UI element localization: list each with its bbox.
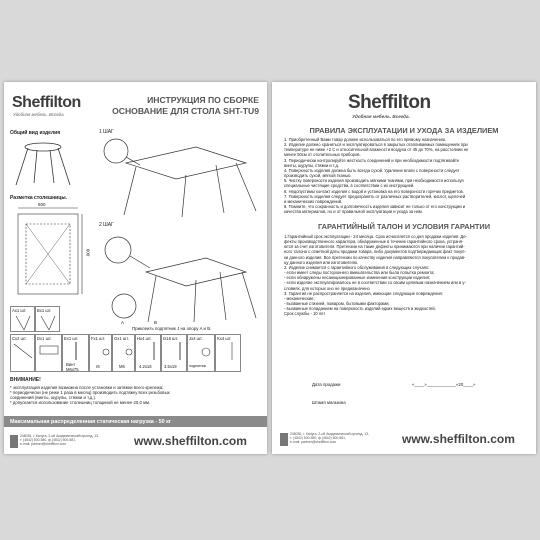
- part-h-value: 4.2x16: [139, 364, 152, 369]
- rule-line: 5. Чистку поверхности изделия производить мягкими тканями, при необходимости используя: [284, 178, 464, 184]
- step2-drawing: [96, 228, 261, 326]
- part-e-code: Ex1 шт.: [64, 336, 79, 341]
- part-i-code: Ix16 шт.: [163, 336, 179, 341]
- warranty-title: ГАРАНТИЙНЫЙ ТАЛОН И УСЛОВИЯ ГАРАНТИИ: [317, 222, 491, 231]
- sale-date-blank: «____»____________«20____»: [412, 382, 476, 387]
- brand-logo: Sheffilton: [348, 92, 431, 113]
- address-line-2: т. (4842) 500-580, ф.(4842) 500-581,: [290, 436, 346, 440]
- warranty-line: фекты производственного характера, обнаруженные в течение гарантийного срока, устраня-: [284, 239, 464, 245]
- instruction-title: ИНСТРУКЦИЯ ПО СБОРКЕ: [147, 95, 259, 105]
- address-marker: [280, 433, 288, 446]
- dim-width: 600: [38, 202, 46, 207]
- warranty-line: ки данного изделия. Все претензии по качеству изделия направляются покупателем к продав-: [284, 254, 466, 260]
- warning-3: соединений (винты, шурупы, стяжки и т.д.).: [10, 395, 97, 400]
- dim-height: 600: [85, 248, 91, 257]
- label-b: B: [154, 320, 158, 325]
- rule-line: производить сухой, мягкой тканью.: [284, 173, 352, 179]
- rule-line: 4. Поверхность изделия должна быть всегда сухой. Удаление влаги с поверхности следует: [284, 167, 460, 173]
- warranty-text: [284, 234, 524, 317]
- part-g-code: Gx1 шт.: [114, 336, 129, 341]
- warranty-line: 3. Гарантия не распространяется на изделия, имеющие следующие повреждения:: [284, 290, 443, 296]
- rule-line: винты, шурупы, стяжки и т.д.: [284, 162, 340, 168]
- attach-note: Приклеить подпятник J на опору A и B.: [132, 326, 212, 331]
- part-b-code: Bx1 шт.: [37, 308, 52, 313]
- rules-text: [284, 137, 524, 214]
- warranty-line: - механические;: [284, 295, 315, 301]
- general-view-drawing: [12, 137, 74, 187]
- address-line-3: e-mail: partner@sheffilton.com: [20, 442, 67, 446]
- brand-tagline: Удобная мебель. Всегда.: [13, 112, 65, 117]
- warning-4: * допускается использование столешниц толщиной не менее 20,0 мм.: [10, 400, 151, 405]
- brand-logo: Sheffilton: [12, 94, 81, 111]
- step1-drawing: [96, 135, 261, 220]
- rule-line: 6. Недопустимы контакт изделия с водой и установка на его поверхности горячих предметов.: [284, 188, 464, 194]
- address-line-3: e-mail: partner@sheffilton.com: [290, 440, 337, 444]
- address-line-1: 248035, г. Калуга, 2-ой Академический проезд, 13,: [290, 432, 369, 436]
- part-f-code: Fx1 шт.: [91, 336, 106, 341]
- warranty-line: - вызванные стихией, пожаром, бытовыми факторами;: [284, 301, 390, 307]
- warranty-line: 2. Изделие снимается с гарантийного обслуживания в следующих случаях:: [284, 264, 430, 270]
- rules-title: ПРАВИЛА ЭКСПЛУАТАЦИИ И УХОДА ЗА ИЗДЕЛИЕМ: [309, 126, 499, 135]
- warning-title: ВНИМАНИЕ!: [10, 377, 41, 383]
- rule-line: и механических повреждений.: [284, 198, 343, 204]
- address-marker: [10, 435, 18, 448]
- tabletop-marking-drawing: [12, 202, 90, 298]
- shop-stamp-label: Штамп магазина: [312, 400, 346, 405]
- rule-line: 7. Поверхность изделия следует предохранять от различных растворителей, кислот, щелочей: [284, 193, 466, 199]
- warranty-line: - вызванные попаданием на поверхность изделий едких веществ и жидкостей.: [284, 306, 436, 312]
- warranty-line: цу данного изделия или изготовителю.: [284, 259, 359, 265]
- part-k-code: Kx4 шт.: [217, 336, 232, 341]
- address-line-1: 248035, г. Калуга, 2-ой Академический проезд, 13,: [20, 434, 99, 438]
- website-link[interactable]: www.sheffilton.com: [402, 432, 515, 446]
- brand-tagline: Удобная мебель. Всегда.: [352, 114, 410, 119]
- warranty-line: - если обнаружены несанкционированные изменения конструкции изделия;: [284, 275, 431, 281]
- part-d-code: Dx1 шт.: [37, 336, 52, 341]
- part-g-value: M6: [119, 364, 125, 369]
- rule-line: 8. Помните, что сохранность и долговечность изделия зависит не только от его конструкции и: [284, 204, 466, 210]
- label-a: A: [121, 320, 125, 325]
- part-e-value: Винт M6x75: [66, 362, 79, 372]
- rule-line: 3. Периодически контролируйте жесткость соединений и при необходимости подтягивайте: [284, 157, 460, 163]
- warranty-line: Срок службы - 10 лет: [284, 311, 326, 317]
- product-title: ОСНОВАНИЕ ДЛЯ СТОЛА SHT-TU9: [112, 106, 259, 116]
- load-bar: Максимальная распределенная статическая нагрузка - 50 кг: [4, 416, 267, 427]
- warning-2: * периодически (не реже 1 раза в месяц) производить подтяжку всех резьбовых: [10, 390, 170, 395]
- step1-label: 1 ШАГ: [99, 129, 114, 135]
- warning-1: * эксплуатация изделия возможна после установки и затяжки всего крепежа;: [10, 385, 164, 390]
- rule-line: специальные чистящие средства, в соответствии с их инструкцией.: [284, 183, 415, 189]
- warranty-line: словиях, для которых оно не предназначено: [284, 285, 370, 291]
- part-i-value: 3.5x19: [164, 364, 177, 369]
- step2-label: 2 ШАГ: [99, 222, 114, 228]
- rule-line: 2. Изделие должно храниться и эксплуатироваться в закрытых отапливаемых помещениях при: [284, 142, 468, 148]
- part-c-code: Cx2 шт.: [12, 336, 27, 341]
- rule-line: температуре не ниже +2 С и относительной влажности воздуха от 45 до 70%, на расстоянии не: [284, 147, 469, 153]
- warranty-line: 1.Гарантийный срок эксплуатации - 24 месяца. Срок исчисляется со дня продажи изделия. Де-: [284, 234, 467, 239]
- part-a-code: Ax1 шт.: [12, 308, 27, 313]
- sale-date-label: Дата продажи: [312, 382, 341, 387]
- part-f-value: r6: [96, 364, 100, 369]
- warranty-page: [272, 82, 536, 454]
- rule-line: качества материалов, но и от правильной эксплуатации и ухода за ним.: [284, 209, 423, 215]
- rule-line: менее 50см от отопительных приборов.: [284, 152, 361, 158]
- tabletop-marking-label: Разметка столешницы.: [10, 195, 67, 201]
- website-link[interactable]: www.sheffilton.com: [134, 434, 247, 448]
- warranty-line: - если имеет следы постороннего вмешательства или была попытка ремонта;: [284, 270, 435, 276]
- part-j-code: Jx4 шт.: [189, 336, 203, 341]
- part-j-value: подпятник: [189, 364, 207, 368]
- warranty-line: ются за счет изготовителя. Претензии на такие дефекты принимаются при наличии гарантий-: [284, 244, 465, 250]
- part-h-code: Hx4 шт.: [137, 336, 152, 341]
- warranty-line: ного талона с отметкой даты продажи товара, либо документов подтверждающих факт покуп-: [284, 249, 466, 255]
- rule-line: 1. Приобретенный Вами товар должен использоваться по его прямому назначению.: [284, 137, 447, 142]
- warranty-line: - если изделие эксплуатировалось не в соответствии со своим целевым назначением или в у-: [284, 280, 466, 286]
- assembly-instruction-page: [4, 82, 267, 454]
- general-view-label: Общий вид изделия: [10, 130, 61, 136]
- parts-glyphs: [10, 314, 242, 364]
- address-line-2: т. (4842) 500-580, ф.(4842) 500-581,: [20, 438, 76, 442]
